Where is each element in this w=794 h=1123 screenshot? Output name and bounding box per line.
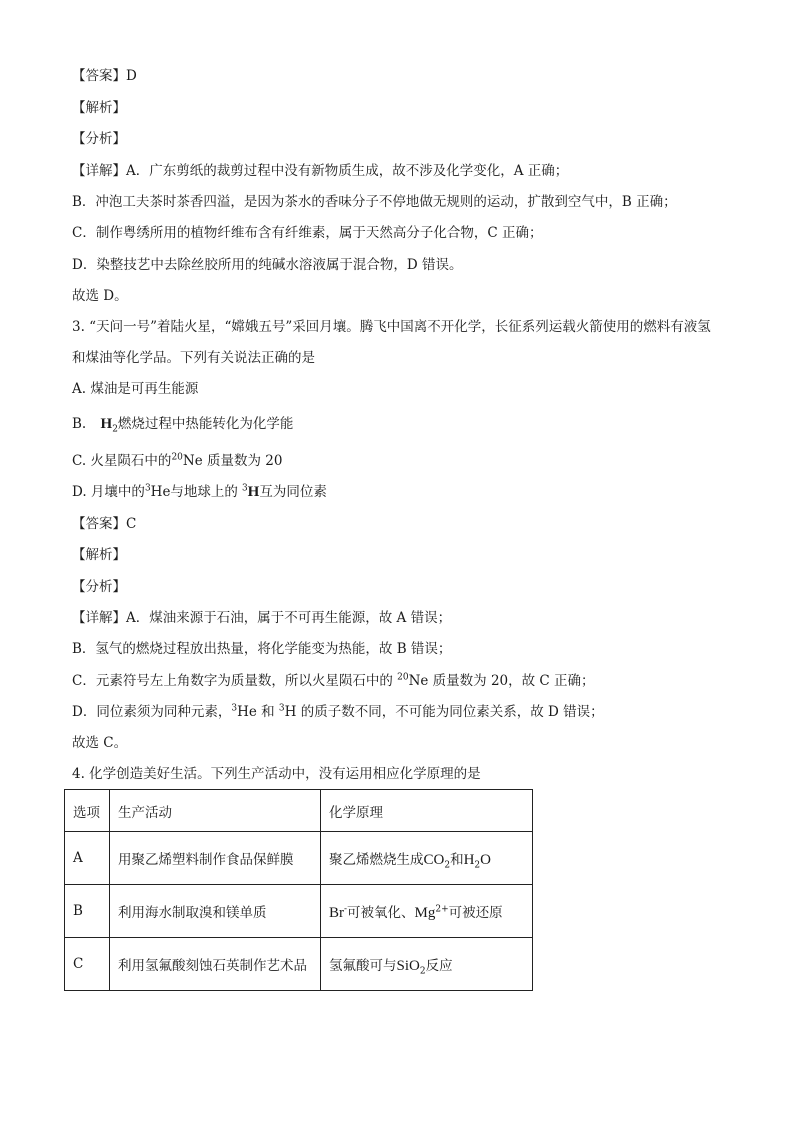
row-principle: 氢氟酸可与SiO$_2$反应 — [321, 938, 533, 991]
q3-detail-d: D．同位素须为同种元素，$^3$He 和 $^3$H 的质子数不同，不可能为同位素关系，故 D 错误； — [72, 703, 604, 720]
q4-stem: 4. 化学创造美好生活。下列生产活动中，没有运用相应化学原理的是 — [72, 766, 481, 782]
q4-options-table — [64, 789, 533, 991]
q2-detail-c: C．制作粤绣所用的植物纤维布含有纤维素，属于天然高分子化合物，C 正确； — [72, 225, 543, 241]
q3-detail-c: C．元素符号左上角数字为质量数，所以火星陨石中的 $^{20}$Ne 质量数为 20，故 C 正确； — [72, 672, 595, 689]
q2-detail-a: 【详解】A．广东剪纸的裁剪过程中没有新物质生成，故不涉及化学变化，A 正确； — [72, 163, 569, 179]
answer-value: C — [126, 516, 137, 532]
row-principle: Br-可被氧化、$Mg^{2+}$可被还原 — [321, 885, 533, 938]
header-principle: 化学原理 — [321, 790, 533, 832]
q3-stem-line-1: 3. “天问一号”着陆火星，“嫦娥五号”采回月壤。腾飞中国离不开化学，长征系列运载火箭使用的燃料有液氢 — [72, 319, 711, 335]
answer-tag: 【答案】 — [72, 68, 126, 84]
q3-option-d: D. 月壤中的$^3$He与地球上的 $^3$H互为同位素 — [72, 483, 327, 500]
q3-option-b: B. $H_2$燃烧过程中热能转化为化学能 — [72, 416, 294, 435]
q3-conclusion: 故选 C。 — [72, 735, 128, 751]
q3-answer-line: 【答案】C — [72, 516, 137, 532]
h2-formula: H — [100, 416, 113, 432]
row-principle: 聚乙烯燃烧生成$CO_2$和$H_2O$ — [321, 832, 533, 885]
q2-analysis-tag: 【解析】 — [72, 100, 126, 116]
table-header-row — [65, 790, 533, 832]
q2-detail-d: D．染整技艺中去除丝胶所用的纯碱水溶液属于混合物，D 错误。 — [72, 257, 463, 273]
table-row — [65, 832, 533, 885]
q2-conclusion: 故选 D。 — [72, 288, 128, 304]
row-option: C — [65, 938, 110, 991]
q3-stem-line-2: 和煤油等化学品。下列有关说法正确的是 — [72, 350, 315, 366]
table-row — [65, 938, 533, 991]
row-option: B — [65, 885, 110, 938]
q3-detail-a: 【详解】A．煤油来源于石油，属于不可再生能源，故 A 错误； — [72, 610, 452, 626]
q2-answer-line — [72, 66, 137, 86]
row-activity: 利用氢氟酸刻蚀石英制作艺术品 — [110, 938, 321, 991]
q3-option-c: C. 火星陨石中的$^{20}$Ne 质量数为 20 — [72, 452, 283, 469]
q3-option-a: A. 煤油是可再生能源 — [72, 381, 199, 397]
table-row — [65, 885, 533, 938]
header-option: 选项 — [65, 790, 110, 832]
row-option: A — [65, 832, 110, 885]
row-activity: 用聚乙烯塑料制作食品保鲜膜 — [110, 832, 321, 885]
row-activity: 利用海水制取溴和镁单质 — [110, 885, 321, 938]
q2-analysis-sub-tag: 【分析】 — [72, 131, 126, 147]
answer-value: D — [126, 68, 137, 84]
q2-detail-b: B．冲泡工夫茶时茶香四溢，是因为茶水的香味分子不停地做无规则的运动，扩散到空气中，B 正确； — [72, 194, 677, 210]
header-activity: 生产活动 — [110, 790, 321, 832]
q3-analysis-sub-tag: 【分析】 — [72, 579, 126, 595]
q3-analysis-tag: 【解析】 — [72, 547, 126, 563]
q3-detail-b: B．氢气的燃烧过程放出热量，将化学能变为热能，故 B 错误； — [72, 641, 452, 657]
